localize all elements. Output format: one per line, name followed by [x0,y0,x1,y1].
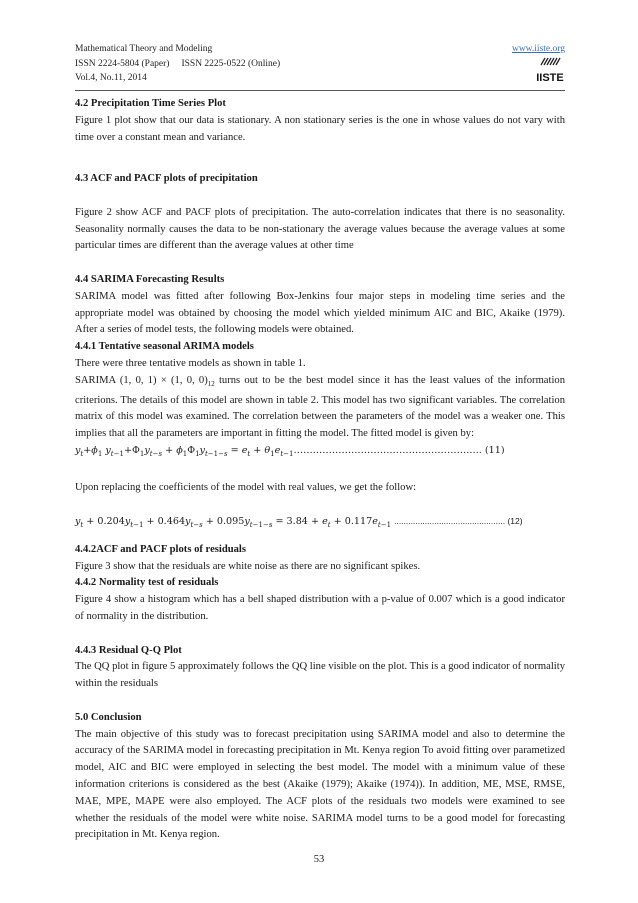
section-heading-4-3: 4.3 ACF and PACF plots of precipitation [75,173,258,185]
tentative-models-line: There were three tentative models as shown in table 1. [75,357,306,369]
section-4-4-2-acf-text: Figure 3 show that the residuals are white noise as there are no significant spikes. [75,560,421,572]
equation-11: $y_t+\phi_1$ $y_{t-1}+\Phi_1y_{t-s} + \phi_1\Phi_1y_{t-1-s} = e_t$ + $\theta_1e_{t-1}\dots\dots\dots\dots\dots\dots\dots\dots\dots\dots\dots\dots\dots\dots\dots\dots\dots\dots\dots$.. (11) [75,445,505,458]
header-divider [75,90,565,91]
section-heading-4-4-3: 4.4.3 Residual Q-Q Plot [75,644,182,656]
page-number: 53 [313,854,325,865]
conclusion-text: The main objective of this study was to forecast precipitation using SARIMA model and also to determine the accuracy of the SARIMA model in forecasting precipitation in Mt. Kenya region To avoid fitting over parametized model, AIC and BIC were employed in selecting the best model. The model with a minimum value of these information criterions is considered as the best (Akaike (1979); Akaike (1974)). In addition, ME, MSE, RMSE, MAE, MPE, MAPE were also employed. The ACF plots of the residuals two models were examined to see whether the residuals of the model were white noise. SARIMA model turns to be a good model for forecasting precipitation in Mt. Kenya region. [75,728,565,841]
equation-12: $y_t + 0.204y_{t-1} + 0.464y_{t-s} + 0.095y_{t-1-s} = 3.84 + e_t + 0.117e_{t-1}$ ............................................... (12) [75,516,523,530]
section-heading-4-2: 4.2 Precipitation Time Series Plot [75,98,226,109]
seasonal-period: 12 [207,379,215,388]
section-heading-4-4-2-normality: 4.4.2 Normality test of residuals [75,577,219,589]
section-4-2-text: Figure 1 plot show that our data is stationary. A non stationary series is the one in whose values do not vary with time over a constant mean and variance. [75,114,565,143]
issn-paper: ISSN 2224-5804 (Paper) [75,58,170,69]
equation-12-label: ............................................... (12) [394,516,523,527]
volume-info: Vol.4, No.11, 2014 [75,73,147,83]
issn-line [75,57,565,72]
section-4-4-2-normality-text: Figure 4 show a histogram which has a bell shaped distribution with a p-value of 0.007 which is a good indicator of normality in the distribution. [75,594,565,623]
section-heading-4-4-1: 4.4.1 Tentative seasonal ARIMA models [75,341,254,353]
journal-url-link[interactable]: www.iiste.org [511,44,565,54]
section-heading-5-0: 5.0 Conclusion [75,711,142,723]
svg-text:IISTE: IISTE [536,72,564,84]
section-4-3-text: Figure 2 show ACF and PACF plots of precipitation. The auto-correlation indicates that there is no seasonality. Seasonality normally causes the data to be non-stationary the average values because the average values at some particular times are different than the average values at other time [75,206,565,252]
journal-name: Mathematical Theory and Modeling [75,44,213,54]
section-4-4-1-text [75,373,565,443]
section-heading-4-4-2-acf: 4.4.2ACF and PACF plots of residuals [75,543,246,555]
sarima-model-label: SARIMA (1, 0, 1) × (1, 0, 0) [75,374,208,386]
article-body [75,96,565,844]
iiste-logo-icon [535,56,565,86]
model-description: turns out to be the best model since it has the least values of the information criterions. The details of this model are shown in table 2. This model has two significant variables. The correlation matrix of this model was examined. The correlation between the parameters of the model was a weaker one. This implies that all the parameters are important in fitting the model. The fitted model is given by: [75,374,565,440]
section-4-4-3-text: The QQ plot in figure 5 approximately follows the QQ line visible on the plot. This is a good indicator of normality within the residuals [75,661,565,690]
equation-11-label: ………………………………………………….. (11) [293,445,505,457]
section-4-4-text: SARIMA model was fitted after following Box-Jenkins four major steps in modeling time series and the appropriate model was obtained by choosing the model which yielded minimum AIC and BIC, Akaike (1979). After a series of model tests, the following models were obtained. [75,290,565,336]
issn-online: ISSN 2225-0522 (Online) [181,58,281,69]
page-header [75,42,565,86]
replace-coefficients-line: Upon replacing the coefficients of the model with real values, we get the follow: [75,481,417,493]
section-heading-4-4: 4.4 SARIMA Forecasting Results [75,273,225,285]
